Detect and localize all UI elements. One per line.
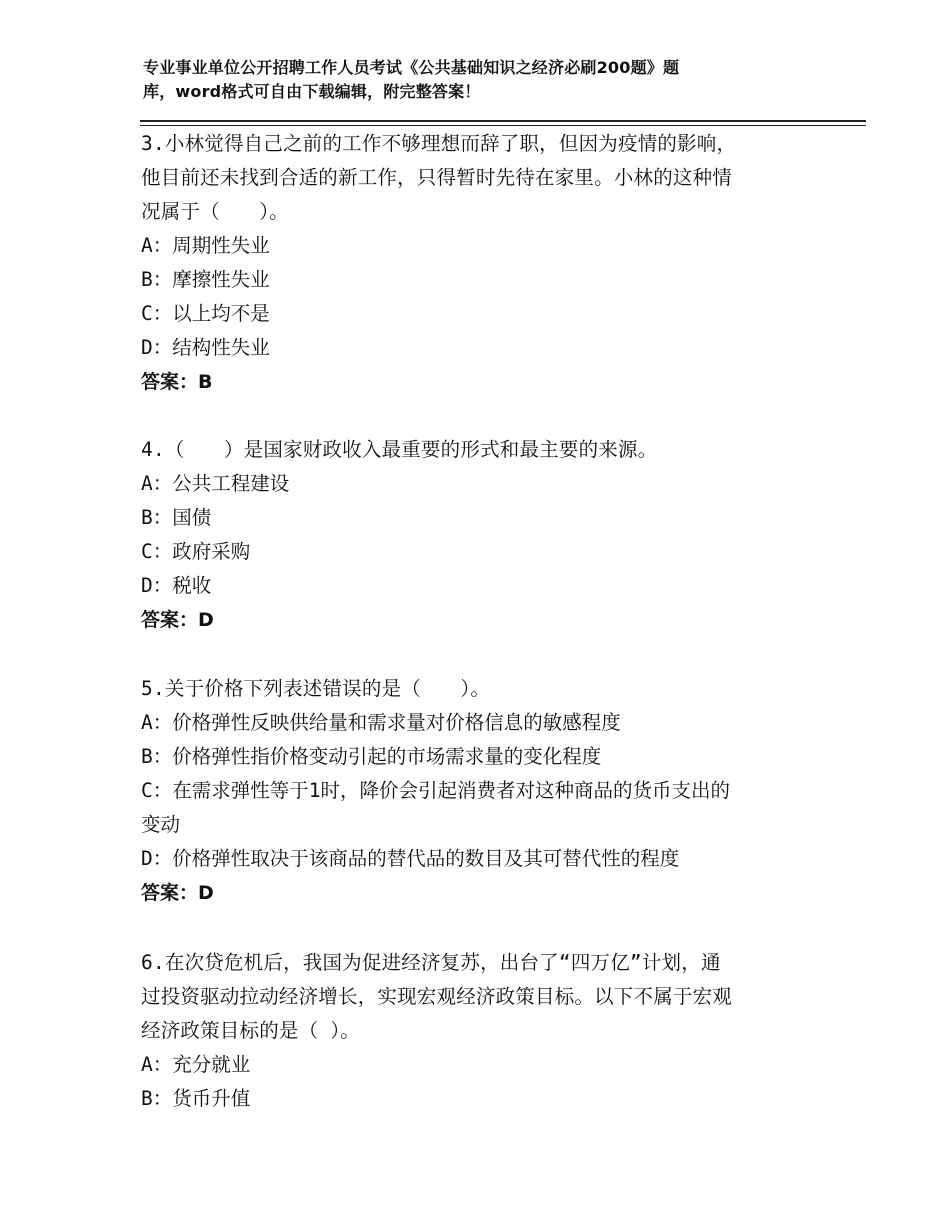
option-a: A：公共工程建设 (141, 472, 290, 495)
option-d: D：价格弹性取决于该商品的替代品的数目及其可替代性的程度 (141, 847, 680, 870)
header-divider-thin (140, 125, 866, 126)
stem-line: 4.（ ）是国家财政收入最重要的形式和最主要的来源。 (141, 438, 658, 461)
answer: 答案：D (141, 609, 214, 631)
option-d: D：结构性失业 (141, 336, 270, 359)
option-c: C：在需求弹性等于1时，降价会引起消费者对这种商品的货币支出的 (141, 779, 730, 802)
header-line-1: 专业事业单位公开招聘工作人员考试《公共基础知识之经济必刷200题》题 (143, 58, 680, 77)
option-c: C：政府采购 (141, 540, 251, 563)
stem-line: 况属于（ ）。 (141, 200, 289, 223)
stem-line: 5.关于价格下列表述错误的是（ ）。 (141, 677, 491, 700)
question-4 (141, 433, 806, 637)
stem-line: 6.在次贷危机后，我国为促进经济复苏，出台了“四万亿”计划，通 (141, 951, 721, 974)
option-b: B：货币升值 (141, 1087, 251, 1110)
stem-line: 他目前还未找到合适的新工作，只得暂时先待在家里。小林的这种情 (141, 166, 733, 189)
option-c: C：以上均不是 (141, 302, 270, 325)
document-header (143, 56, 783, 104)
option-b: B：国债 (141, 506, 212, 529)
option-a: A：充分就业 (141, 1053, 251, 1076)
option-d: D：税收 (141, 574, 212, 597)
option-b: B：价格弹性指价格变动引起的市场需求量的变化程度 (141, 745, 602, 768)
question-5 (141, 672, 806, 910)
stem-line: 经济政策目标的是（ ）。 (141, 1019, 360, 1042)
question-3 (141, 127, 806, 399)
option-b: B：摩擦性失业 (141, 268, 270, 291)
question-stem (141, 127, 806, 229)
question-stem (141, 672, 806, 706)
header-divider-thick (140, 120, 866, 122)
stem-line: 过投资驱动拉动经济增长，实现宏观经济政策目标。以下不属于宏观 (141, 985, 733, 1008)
option-a: A：周期性失业 (141, 234, 270, 257)
stem-line: 3.小林觉得自己之前的工作不够理想而辞了职，但因为疫情的影响， (141, 132, 737, 155)
question-6 (141, 946, 806, 1116)
option-a: A：价格弹性反映供给量和需求量对价格信息的敏感程度 (141, 711, 621, 734)
answer: 答案：D (141, 882, 214, 904)
answer: 答案：B (141, 371, 213, 393)
question-stem (141, 433, 806, 467)
option-c-continued: 变动 (141, 813, 181, 836)
header-line-2: 库，word格式可自由下载编辑，附完整答案！ (143, 82, 481, 101)
question-stem (141, 946, 806, 1048)
